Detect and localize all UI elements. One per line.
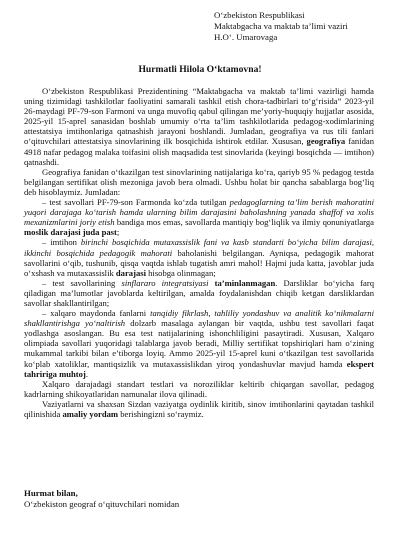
letter-body bbox=[24, 86, 374, 419]
paragraph-1 bbox=[24, 86, 374, 167]
p4-bold: darajasi bbox=[115, 267, 146, 278]
recipient-block bbox=[214, 10, 384, 43]
p8-bold: amaliy yordam bbox=[62, 409, 119, 419]
p4-italic: birinchi bosqichida mutaxassislik fani va kasb standarti bo‘yicha bilim darajasi, ikkinchi bosqichida pedagogik mahorati bbox=[24, 237, 374, 258]
paragraph-2: Geografiya fanidan o‘tkazilgan test sinovlarining natijalariga ko‘ra, qariyb 95 % pedagog testda belgilangan sertifikat olish mezoniga javob bera olmadi. Ushbu holat bir qancha sabablarga bog‘liq deb hisoblaymiz. Jumladan: bbox=[24, 166, 374, 197]
paragraph-3 bbox=[24, 197, 374, 237]
paragraph-4 bbox=[24, 237, 374, 277]
p1-bold: geografiya bbox=[306, 136, 346, 147]
p6-text-a: – xalqaro maydonda fanlarni bbox=[42, 308, 151, 319]
p6-text-c: dolzarb masalaga aylangan bir vaqtda, ushbu test savollari faqat yodlashga asoslangan. Bu esa test natijalarining ishonchliligini pasaytiradi. Xususan, Xalqaro olimpiada savollari yuqoridagi talablarga javob beradi, Milliy sertifikat topshiriqlari ham o‘zining mukammal tarkibi bilan e’tiborga loyiq. Ammo 2025-yil 15-aprel kuni o‘tkazilgan test savollarida ko‘plab xatoliklar, mantiqsizlik va mutaxassislikdan yiroq yondashuvlar mavjud hamda bbox=[24, 318, 374, 369]
p3-text-c: bandiga mos emas, savollarda mantiqiy bog‘liqlik va ilmiy qonuniyatlarga bbox=[114, 217, 374, 228]
closing-block bbox=[24, 488, 364, 510]
p1-text-c: fanidan 4918 nafar pedagog malaka toifasini olish maqsadida test sinovlarida (keyingi bosqichda — imtihon) qatnashdi. bbox=[24, 136, 374, 167]
paragraph-6 bbox=[24, 308, 374, 379]
p8-text-c: berishingizni so‘raymiz. bbox=[118, 409, 204, 419]
p5-text-a: – test savollarining bbox=[42, 277, 122, 288]
p4-text-a: – imtihon bbox=[42, 237, 81, 248]
p3-italic: pedagoglarning ta’lim berish mahoratini yuqori darajaga ko‘tarish hamda ularning bilim darajasini baholashning yanada shaffof va xolis mexanizmlarini joriy etish bbox=[24, 197, 374, 228]
recipient-line-1: O‘zbekiston Respublikasi bbox=[214, 10, 305, 20]
paragraph-8 bbox=[24, 399, 374, 419]
p6-bold: ekspert tahririga muhtoj bbox=[24, 358, 374, 379]
letter-title: Hurmatli Hilola O‘ktamovna! bbox=[138, 64, 262, 75]
p3-text-e: ; bbox=[116, 227, 120, 238]
p6-text-e: . bbox=[85, 368, 88, 379]
closing-signature: O‘zbekiston geograf o‘qituvchilari nomidan bbox=[24, 499, 180, 509]
p3-bold: moslik darajasi juda past bbox=[24, 227, 117, 238]
p4-text-c: baholanishi belgilangan. Ayniqsa, pedagogik mahorat savollarini o‘qib, tushunib, qisqa vaqtda ishlab tugatish amri mahol! Hajmi juda katta, javoblar juda o‘xshash va mutaxassislik bbox=[24, 247, 374, 278]
recipient-line-2: Maktabgacha va maktab ta’limi vaziri bbox=[214, 21, 348, 31]
p3-text-a: – test savollari PF-79-son Farmonda ko‘zda tutilgan bbox=[42, 197, 230, 208]
paragraph-5 bbox=[24, 278, 374, 308]
closing-regards: Hurmat bilan, bbox=[24, 488, 78, 498]
p1-text-a: O‘zbekiston Respublikasi Prezidentining “Maktabgacha va maktab ta’limi vazirligi hamda uning tizimidagi tashkilotlar faoliyatini samarali tashkil etish chora-tadbirlari to‘g‘risida” 2023-yil 26-maydagi PF-79-son Farmoni va unga muvofiq qabul qilingan me’yoriy-huquqiy hujjatlar asosida, 2025-yil 15-aprel sanasidan boshlab umumiy o‘rta ta’lim tashkilotlarida pedagog-xodimlarining attestatsiya imtihonlariga qatnashish jarayoni boshlandi. Jumladan, geografiya va rus tili fanlari o‘qituvchilari attestatsiya sinovlarining ilk bosqichida ishtirok etdilar. Xususan, bbox=[24, 86, 374, 147]
recipient-line-3: H.O‘. Umarovaga bbox=[214, 32, 278, 42]
p5-bold: ta’minlanmagan bbox=[214, 277, 276, 288]
p5-text-e: . Darsliklar bo‘yicha farq qiladigan ma’lumotlar javoblarda keltirilgan, amalda foydalanishdan chiqib ketgan darsliklardan savollar shakllantirilgan; bbox=[24, 277, 375, 308]
p4-text-e: hisobga olinmagan; bbox=[145, 267, 216, 278]
p5-italic: sinflararo integratsiyasi bbox=[121, 277, 209, 288]
p8-text-a: Vaziyatlarni va shaxsan Sizdan vaziyatga oydinlik kiritib, sinov imtihonlarini qaytadan tashkil qilinishida bbox=[24, 398, 374, 419]
paragraph-7: Xalqaro darajadagi standart testlari va noroziliklar keltirib chiqargan savollar, pedagog kadrlarning shikoyatlaridan namunalar ilova qilinadi. bbox=[24, 378, 374, 399]
p6-italic: tanqidiy fikrlash, tahliliy yondashuv va analitik ko‘nikmalarni shakllantirishga yo‘naltirish bbox=[24, 308, 374, 329]
